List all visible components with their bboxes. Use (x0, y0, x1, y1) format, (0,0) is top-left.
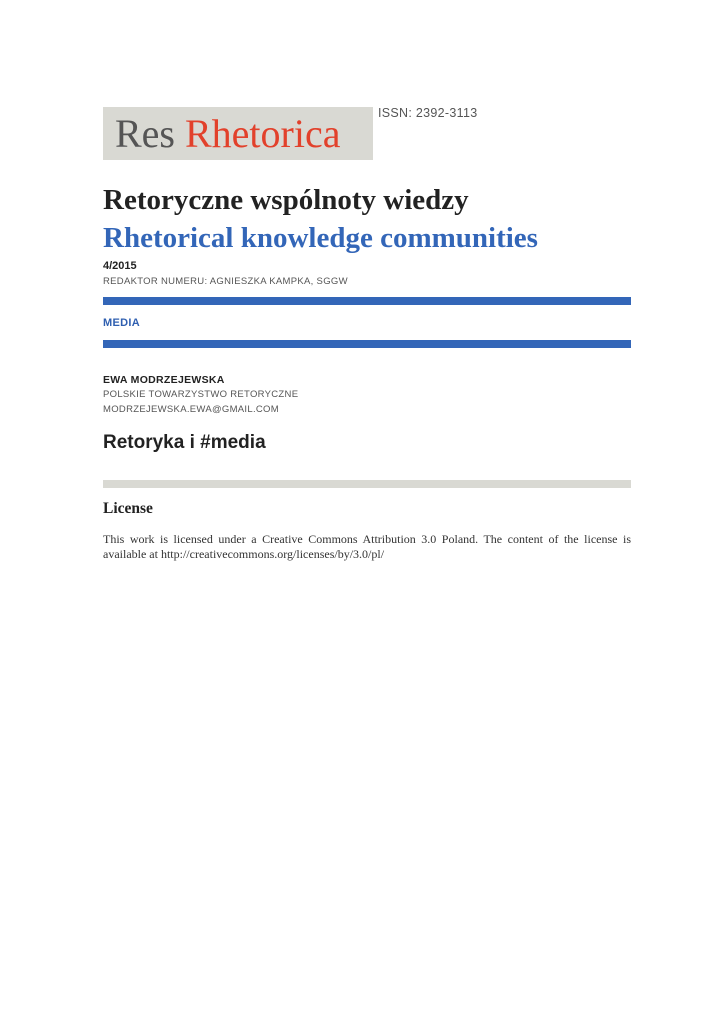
logo-word-res: Res (115, 111, 175, 156)
section-divider-top (103, 297, 631, 305)
section-divider-bottom (103, 340, 631, 348)
journal-logo (103, 107, 373, 160)
issn-label: ISSN: 2392-3113 (378, 106, 478, 120)
license-heading: License (103, 500, 153, 517)
license-divider (103, 480, 631, 488)
issue-title-polish: Retoryczne wspólnoty wiedzy (103, 184, 469, 216)
issue-title-english: Rhetorical knowledge communities (103, 222, 538, 254)
logo-word-rhetorica: Rhetorica (185, 111, 341, 156)
author-email[interactable]: MODRZEJEWSKA.EWA@GMAIL.COM (103, 404, 279, 415)
author-name: EWA MODRZEJEWSKA (103, 374, 225, 386)
author-affiliation: POLSKIE TOWARZYSTWO RETORYCZNE (103, 389, 299, 400)
issue-editor: REDAKTOR NUMERU: AGNIESZKA KAMPKA, SGGW (103, 276, 348, 287)
article-title: Retoryka i #media (103, 432, 266, 453)
license-text: This work is licensed under a Creative Commons Attribution 3.0 Poland. The content of the license is available at http://creativecommons.org/licenses/by/3.0/pl/ (103, 532, 631, 561)
issue-number: 4/2015 (103, 260, 137, 272)
section-label: MEDIA (103, 317, 140, 329)
